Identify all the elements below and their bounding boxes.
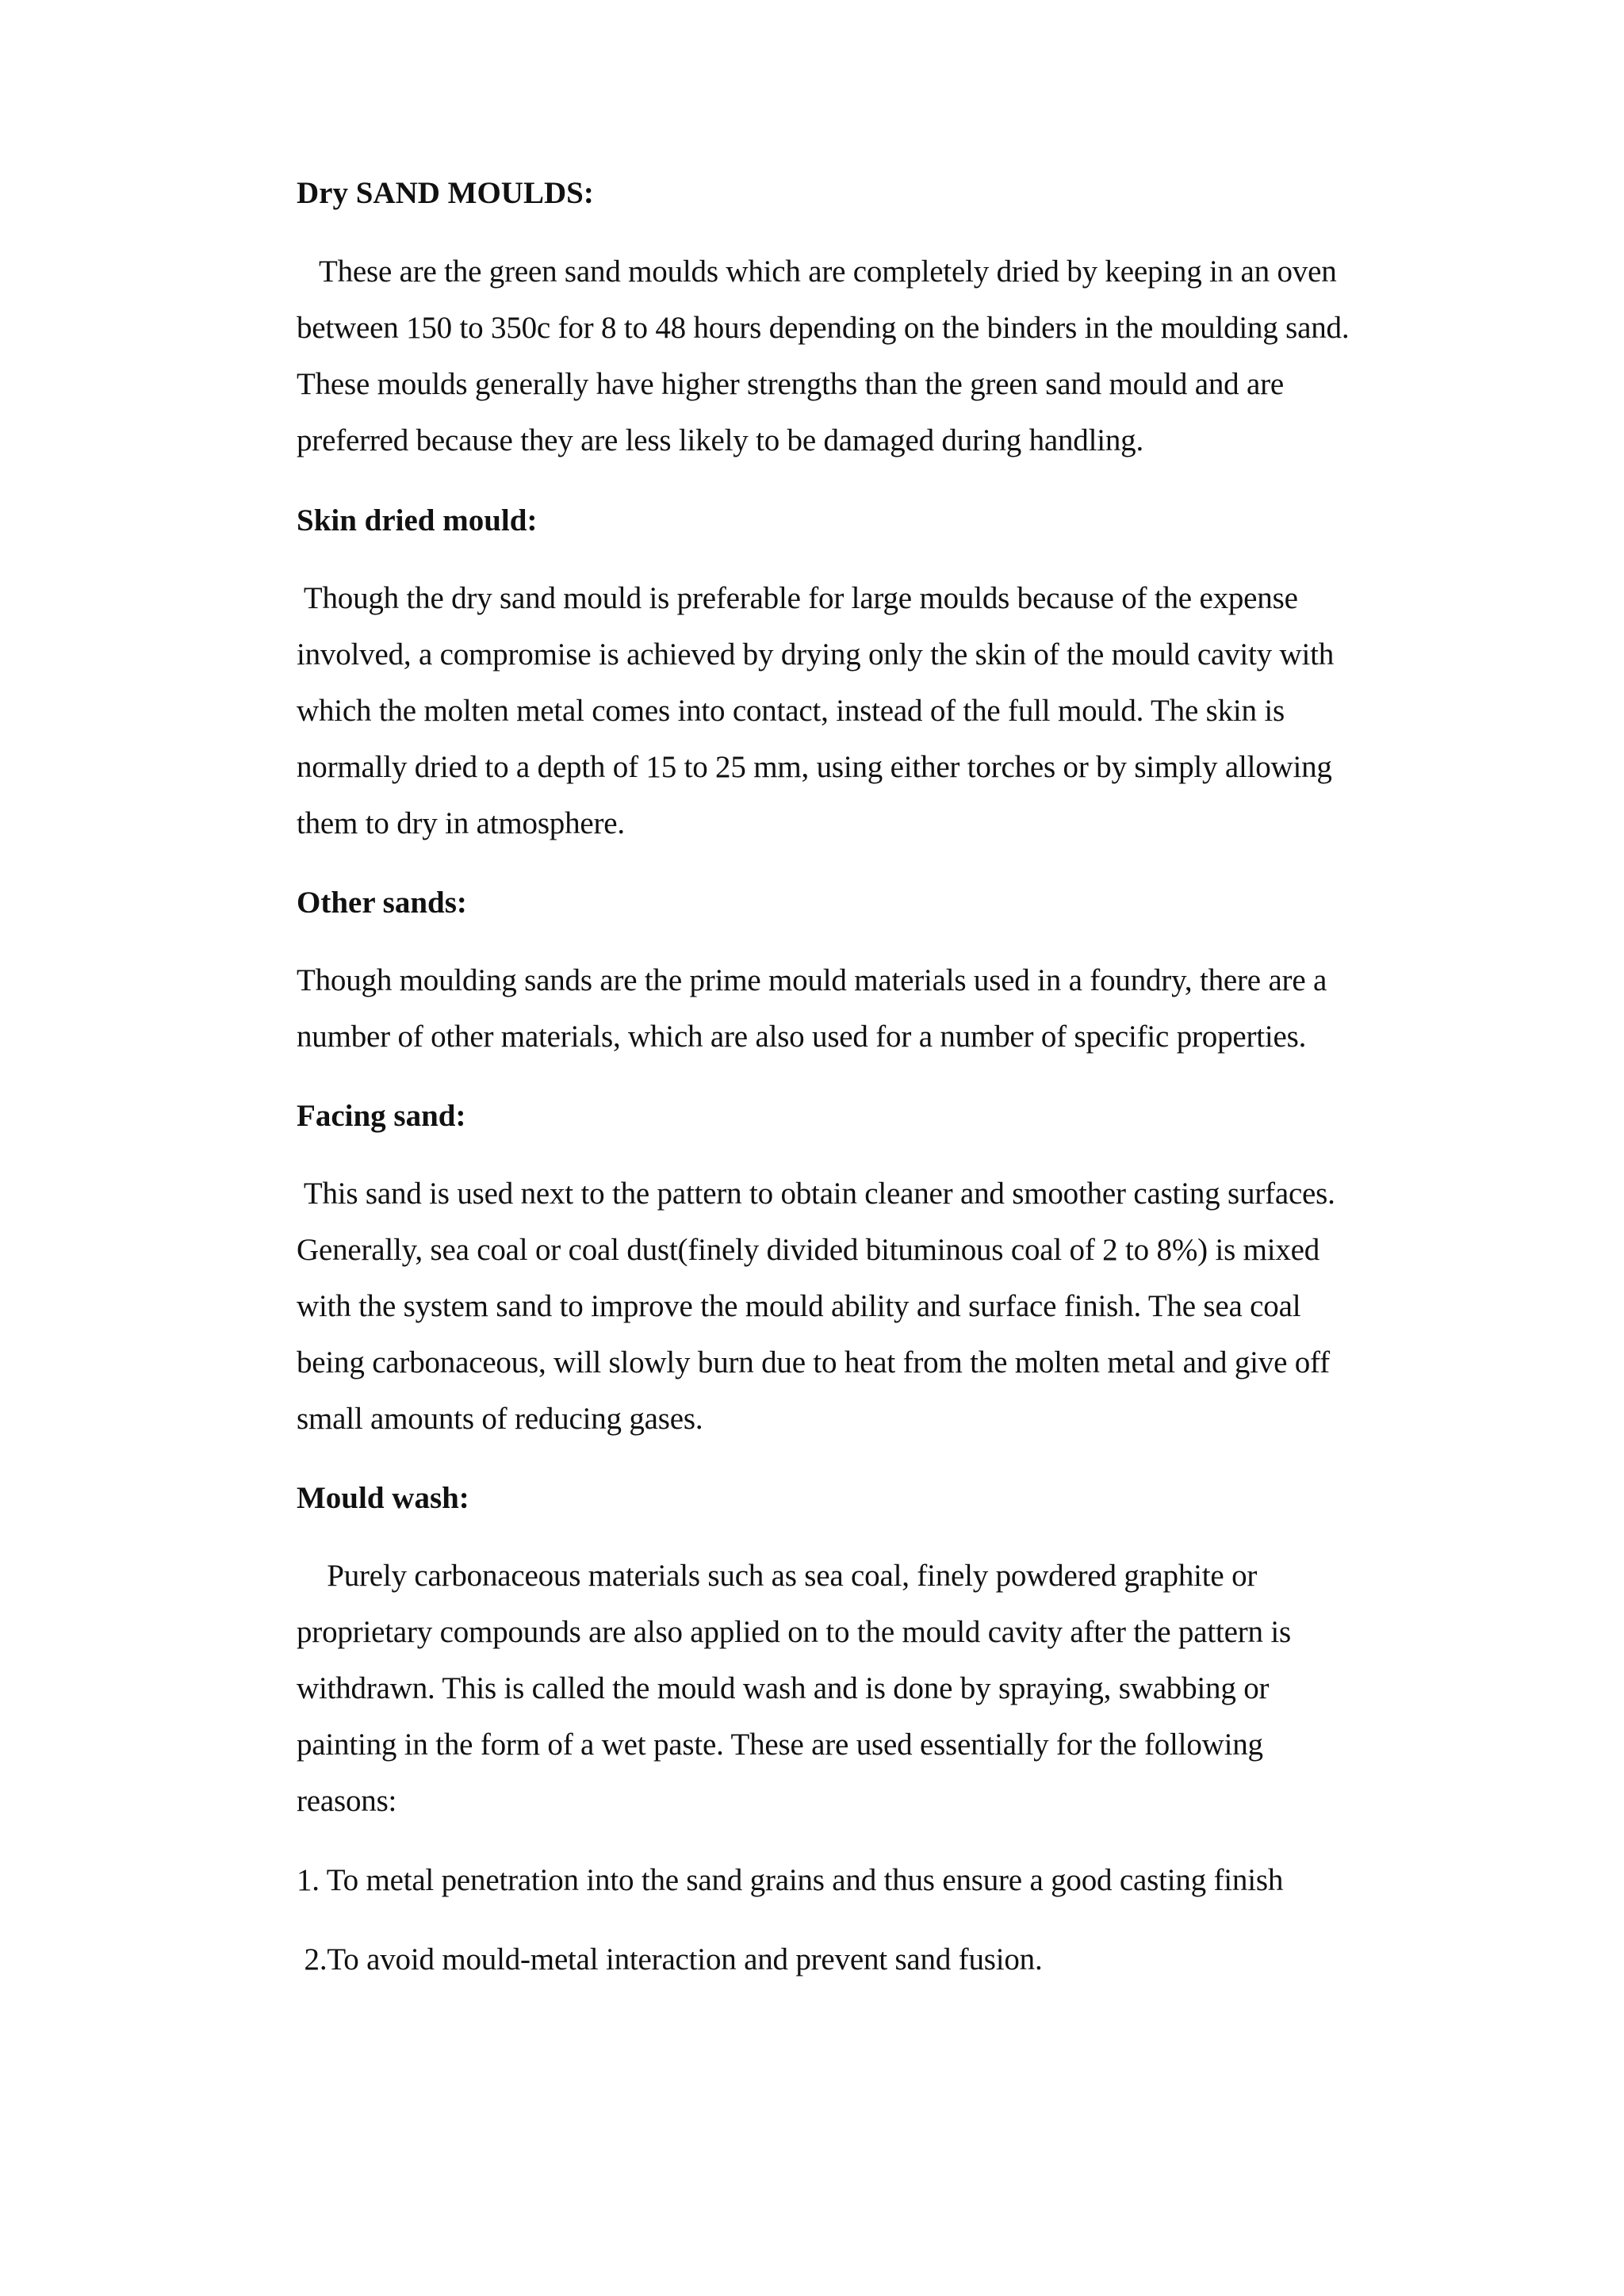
paragraph-line: number of other materials, which are also used for a number of specific properties. bbox=[297, 1020, 1307, 1054]
list-item: 1. To metal penetration into the sand grains and thus ensure a good casting finish bbox=[297, 1863, 1284, 1897]
paragraph-line: This sand is used next to the pattern to obtain cleaner and smoother casting surfaces. bbox=[297, 1177, 1335, 1211]
paragraph-line: with the system sand to improve the mould ability and surface finish. The sea coal bbox=[297, 1289, 1301, 1323]
paragraph-line: Though the dry sand mould is preferable for large moulds because of the expense bbox=[297, 581, 1298, 615]
section-heading-dry-sand-moulds: Dry SAND MOULDS: bbox=[297, 176, 594, 210]
list-item: 2.To avoid mould-metal interaction and prevent sand fusion. bbox=[297, 1942, 1043, 1976]
paragraph-line: preferred because they are less likely to be damaged during handling. bbox=[297, 423, 1144, 457]
paragraph-line: being carbonaceous, will slowly burn due to heat from the molten metal and give off bbox=[297, 1345, 1330, 1380]
paragraph-line: Purely carbonaceous materials such as sea coal, finely powdered graphite or bbox=[297, 1559, 1258, 1593]
paragraph-line: These are the green sand moulds which are completely dried by keeping in an oven bbox=[297, 254, 1337, 289]
section-heading-other-sands: Other sands: bbox=[297, 886, 467, 920]
paragraph-line: Generally, sea coal or coal dust(finely divided bituminous coal of 2 to 8%) is mixed bbox=[297, 1233, 1320, 1267]
paragraph-line: reasons: bbox=[297, 1784, 397, 1818]
section-heading-facing-sand: Facing sand: bbox=[297, 1099, 466, 1133]
paragraph-line: small amounts of reducing gases. bbox=[297, 1402, 703, 1436]
section-heading-mould-wash: Mould wash: bbox=[297, 1481, 469, 1515]
paragraph-line: between 150 to 350c for 8 to 48 hours depending on the binders in the moulding sand. bbox=[297, 311, 1350, 345]
paragraph-line: them to dry in atmosphere. bbox=[297, 806, 625, 840]
paragraph-line: painting in the form of a wet paste. These are used essentially for the following bbox=[297, 1728, 1263, 1762]
paragraph-line: proprietary compounds are also applied on to the mould cavity after the pattern is bbox=[297, 1615, 1291, 1649]
paragraph-line: which the molten metal comes into contact, instead of the full mould. The skin is bbox=[297, 694, 1285, 728]
paragraph-line: withdrawn. This is called the mould wash and is done by spraying, swabbing or bbox=[297, 1671, 1270, 1705]
section-heading-skin-dried-mould: Skin dried mould: bbox=[297, 503, 538, 538]
paragraph-line: normally dried to a depth of 15 to 25 mm, using either torches or by simply allowing bbox=[297, 750, 1332, 784]
paragraph-line: involved, a compromise is achieved by drying only the skin of the mould cavity with bbox=[297, 637, 1335, 672]
paragraph-line: Though moulding sands are the prime mould materials used in a foundry, there are a bbox=[297, 963, 1327, 997]
paragraph-line: These moulds generally have higher strengths than the green sand mould and are bbox=[297, 367, 1285, 401]
